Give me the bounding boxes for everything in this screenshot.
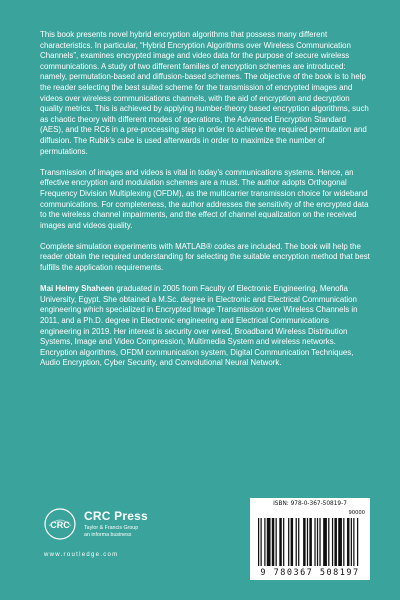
description-paragraph-3: Complete simulation experiments with MATLAB® codes are included. The book will help the reader obtain the required understanding for selecting the suitable encryption method that best fulfills the application requirements.: [40, 241, 370, 273]
barcode-bar: [319, 518, 320, 566]
barcode-bar: [303, 518, 306, 566]
barcode-bar: [328, 518, 329, 566]
barcode-bar: [351, 518, 352, 566]
barcode-bar: [272, 518, 275, 566]
publisher-tagline: an informa business: [84, 532, 132, 538]
barcode-bar: [334, 518, 337, 566]
barcode-icon: [258, 518, 362, 566]
barcode-bar: [258, 518, 259, 566]
barcode-bar: [279, 518, 282, 566]
barcode-box: [250, 498, 370, 580]
author-name: Mai Helmy Shaheen: [40, 284, 115, 294]
author-bio-text: graduated in 2005 from Faculty of Electronic Engineering, Menofia University, Egypt. She obtained a M.Sc. degree in Electronic and Electrical Communication engineering which specialized in Encrypted Image Transmission over Wireless Channels in 2011, and a Ph.D. degree in Electronic engineering and Electrical Communications engineering in 2019. Her interest is security over wired, Broadband Wireless Distribution Systems, Image and Video Compression, Multimedia System and wireless networks. Encryption algorithms, OFDM communication system, Digital Communication Techniques, Audio Encryption, Cyber Security, and Convolutional Neural Network.: [40, 284, 358, 368]
barcode-bar: [338, 518, 342, 566]
barcode-bar: [276, 518, 277, 566]
barcode-bar: [291, 518, 294, 566]
barcode-bar: [347, 518, 350, 566]
isbn-text: ISBN: 978-0-367-50819-7: [273, 501, 347, 507]
crc-logo-icon: [44, 508, 76, 540]
barcode-bar: [314, 518, 315, 566]
description-paragraph-2: Transmission of images and videos is vital in today’s communications systems. Hence, an effective encryption and modulation schemes are a must. The author adopts Orthogonal Frequency Division Multiplexing (OFDM), as the multicarrier transmission choice for wideband communications. For completeness, the author addresses the sensitivity of the encrypted data to the wireless channel impairments, and the effect of channel equalization on the received images and videos quality.: [40, 167, 369, 230]
barcode-bar: [323, 518, 327, 566]
barcode-bar: [332, 518, 333, 566]
barcode-bar: [264, 518, 265, 566]
author-bio: [40, 284, 370, 369]
barcode-bar: [343, 518, 344, 566]
barcode-bar: [296, 518, 297, 566]
barcode-bar: [298, 518, 299, 566]
publisher-url[interactable]: www.routledge.com: [44, 552, 119, 558]
publisher-name: CRC Press: [84, 509, 148, 523]
barcode-bar: [317, 518, 318, 566]
barcode-bar: [353, 518, 354, 566]
publisher-group: Taylor & Francis Group: [84, 525, 139, 531]
barcode-bar: [267, 518, 271, 566]
barcode-bar: [288, 518, 289, 566]
barcode-bar: [357, 518, 358, 566]
publisher-logo: [40, 504, 220, 564]
back-cover-text: [40, 30, 370, 380]
crc-logo-text: CRC: [50, 520, 70, 530]
footer: [40, 498, 370, 578]
price-code: 90000: [348, 510, 365, 516]
barcode-bar: [283, 518, 284, 566]
description-paragraph-1: This book presents novel hybrid encryption algorithms that possess many different characteristics. In particular, “Hybrid Encryption Algorithms over Wireless Communication Channels”, examines encrypted image and video data for the purpose of secure wireless communications. A study of two different families of encryption schemes are introduced: namely, permutation-based and diffusion-based schemes. The objective of the book is to help the reader selecting the best suited scheme for the transmission of encrypted images and videos over wireless communications channels, with the aid of encryption and decryption quality metrics. This is achieved by applying number-theory based encryption algorithms, such as chaotic theory with different modes of operations, the Advanced Encryption Standard (AES), and the RC6 in a pre-processing step in order to achieve the required permutation and diffusion. The Rubik’s cube is used afterwards in order to maximize the number of permutations.: [40, 30, 369, 156]
barcode-bar: [309, 518, 312, 566]
barcode-bar: [307, 518, 308, 566]
barcode-bar: [261, 518, 262, 566]
barcode-digits: 9 780367 508197: [260, 568, 360, 578]
